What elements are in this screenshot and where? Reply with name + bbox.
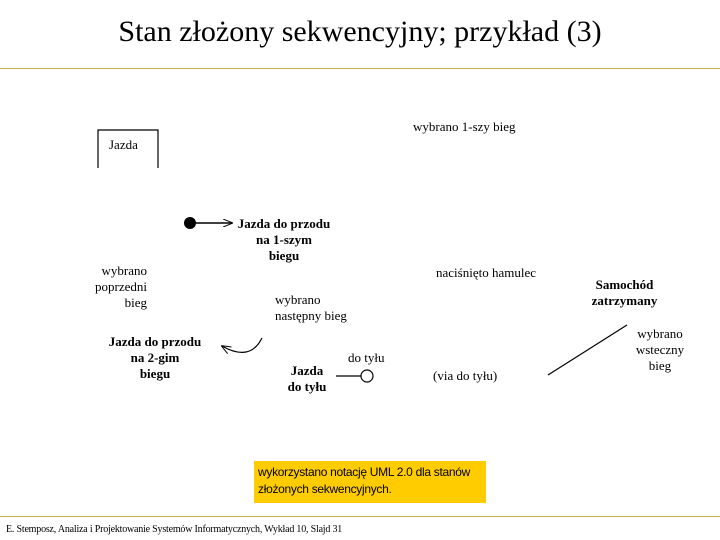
transition-brake-label: naciśnięto hamulec — [436, 265, 536, 280]
state-forward-second-gear: Jazda do przodu na 2-gim biegu — [108, 334, 202, 381]
state-reverse: Jazda do tyłu — [287, 363, 327, 394]
state-forward-first-gear: Jazda do przodu na 1-szym biegu — [237, 216, 331, 263]
footer-divider — [0, 516, 720, 517]
page-title: Stan złożony sekwencyjny; przykład (3) — [118, 15, 602, 48]
transition-previous-gear-label: wybrano poprzedni bieg — [95, 263, 147, 310]
transition-reverse-gear-label: wybrano wsteczny bieg — [635, 326, 685, 373]
exit-point — [361, 370, 373, 382]
exit-point-label: do tyłu — [348, 350, 385, 365]
frame-label: Jazda — [109, 137, 138, 152]
transition-first-gear-label: wybrano 1-szy bieg — [413, 119, 516, 134]
state-stopped: Samochód zatrzymany — [591, 277, 658, 308]
uml-note: wykorzystano notację UML 2.0 dla stanów złożonych sekwencyjnych. — [254, 461, 486, 503]
reverse-gear-transition — [548, 325, 627, 375]
footer-text: E. Stemposz, Analiza i Projektowanie Systemów Informatycznych, Wykład 10, Slajd 31 — [6, 524, 343, 535]
transition-next-gear-label: wybrano następny bieg — [275, 292, 347, 323]
initial-state-dot — [184, 217, 196, 229]
transition-via-label: (via do tyłu) — [433, 368, 498, 383]
next-gear-transition — [222, 338, 262, 352]
